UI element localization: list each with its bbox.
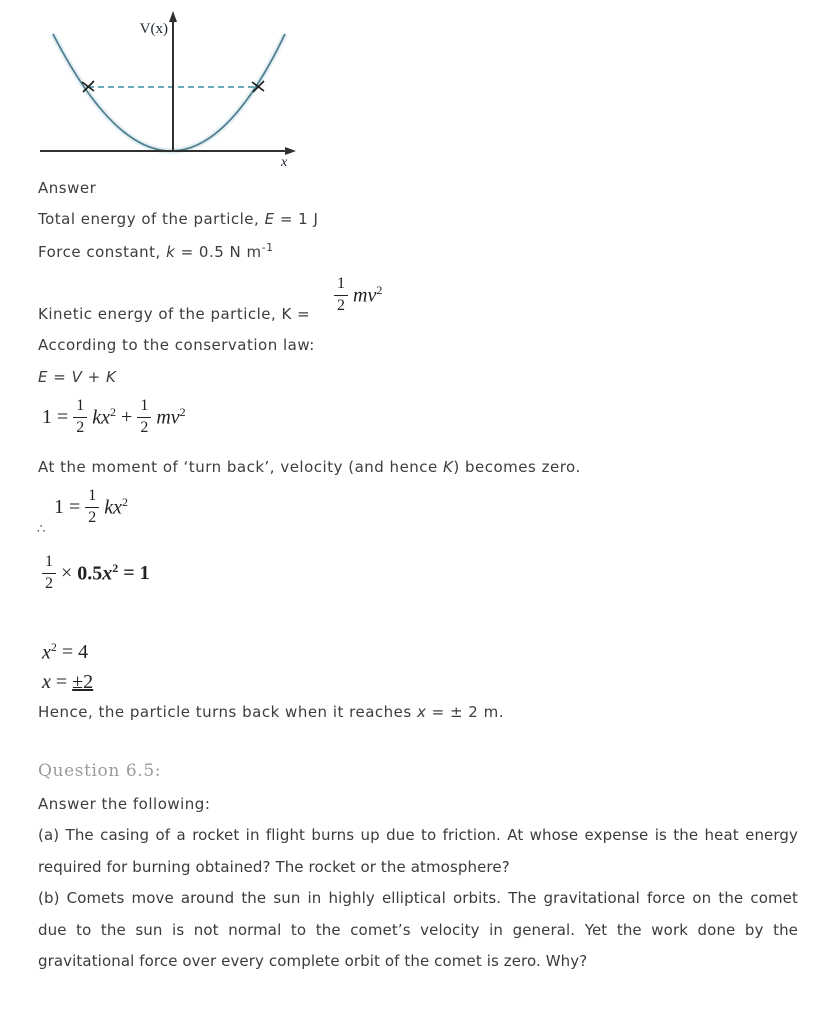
x-squared-formula bbox=[42, 640, 88, 665]
kinetic-energy-text: Kinetic energy of the particle, K = bbox=[38, 305, 311, 323]
total-energy-line bbox=[38, 210, 318, 228]
kinetic-term: $mv^2$ bbox=[156, 404, 186, 429]
answer-label: Answer bbox=[38, 179, 97, 197]
turnback-pre: At the moment of ‘turn back’, velocity (and hence bbox=[38, 458, 444, 476]
x-var: x bbox=[42, 671, 51, 693]
question-part-a: (a) The casing of a rocket in flight burns up due to friction. At whose expense is the heat energy required for burning obtained? The rocket or the atmosphere? bbox=[38, 826, 798, 876]
potential-energy-graph bbox=[36, 8, 306, 170]
turnback-formula bbox=[54, 488, 128, 527]
hence-pre: Hence, the particle turns back when it reaches bbox=[38, 703, 417, 721]
turnback-post: ) becomes zero. bbox=[453, 458, 581, 476]
turnback-text bbox=[38, 458, 581, 476]
question-intro: Answer the following: bbox=[38, 795, 211, 813]
force-constant-exponent: -1 bbox=[261, 241, 274, 254]
energy-equation: E = V + K bbox=[38, 368, 117, 386]
fraction-one-half: $\frac{1}{2}$ bbox=[137, 398, 151, 437]
therefore-symbol: ∴ bbox=[37, 522, 46, 537]
fraction-one-half: $\frac{1}{2}$ bbox=[334, 276, 348, 315]
force-constant-line bbox=[38, 241, 274, 261]
formula-rhs: = 1 bbox=[123, 561, 150, 584]
force-constant-value: = 0.5 N m bbox=[175, 243, 262, 261]
turnback-var: K bbox=[443, 458, 454, 476]
x-axis-label: x bbox=[281, 155, 288, 170]
plus-operator: + bbox=[121, 405, 133, 428]
equals-sign: = bbox=[55, 671, 68, 693]
question-heading: Question 6.5: bbox=[38, 761, 162, 781]
fraction-one-half: $\frac{1}{2}$ bbox=[42, 554, 56, 593]
y-axis-arrowhead bbox=[169, 11, 177, 22]
spring-term: $kx^2$ bbox=[92, 404, 117, 429]
x-squared-term: $x^2$ bbox=[42, 640, 57, 664]
y-axis-label: V(x) bbox=[139, 21, 168, 37]
hence-var: x bbox=[416, 703, 427, 721]
hence-text bbox=[38, 703, 504, 721]
formula-lhs: 1 = bbox=[54, 495, 81, 518]
plus-minus-two: ±2 bbox=[72, 671, 94, 693]
hence-post: = ± 2 m. bbox=[426, 703, 504, 721]
force-constant-var: k bbox=[166, 243, 176, 261]
multiply-operator: × bbox=[61, 561, 73, 584]
force-constant-text: Force constant, bbox=[38, 243, 167, 261]
conservation-law-text: According to the conservation law: bbox=[38, 336, 315, 354]
formula-lhs: 1 = bbox=[42, 405, 69, 428]
formula-rhs: = 4 bbox=[61, 640, 89, 663]
kinetic-term: $mv^2$ bbox=[353, 282, 383, 307]
total-energy-value: = 1 J bbox=[274, 210, 319, 228]
fraction-one-half: $\frac{1}{2}$ bbox=[73, 398, 87, 437]
conservation-formula bbox=[42, 398, 186, 437]
kinetic-energy-formula bbox=[334, 276, 382, 315]
fraction-one-half: $\frac{1}{2}$ bbox=[85, 488, 99, 527]
question-part-b: (b) Comets move around the sun in highly elliptical orbits. The gravitational force on the comet due to the sun is not normal to the comet’s velocity in general. Yet the work done by the gravitational force over every complete orbit of the comet is zero. Why? bbox=[38, 889, 798, 970]
spring-term: $kx^2$ bbox=[104, 494, 129, 519]
coefficient-term: $0.5x^2$ bbox=[77, 560, 119, 585]
total-energy-text: Total energy of the particle, bbox=[38, 210, 265, 228]
x-axis-arrowhead bbox=[285, 147, 296, 155]
total-energy-var: E bbox=[264, 210, 275, 228]
substitution-formula bbox=[42, 554, 150, 593]
x-result-formula bbox=[42, 671, 93, 694]
